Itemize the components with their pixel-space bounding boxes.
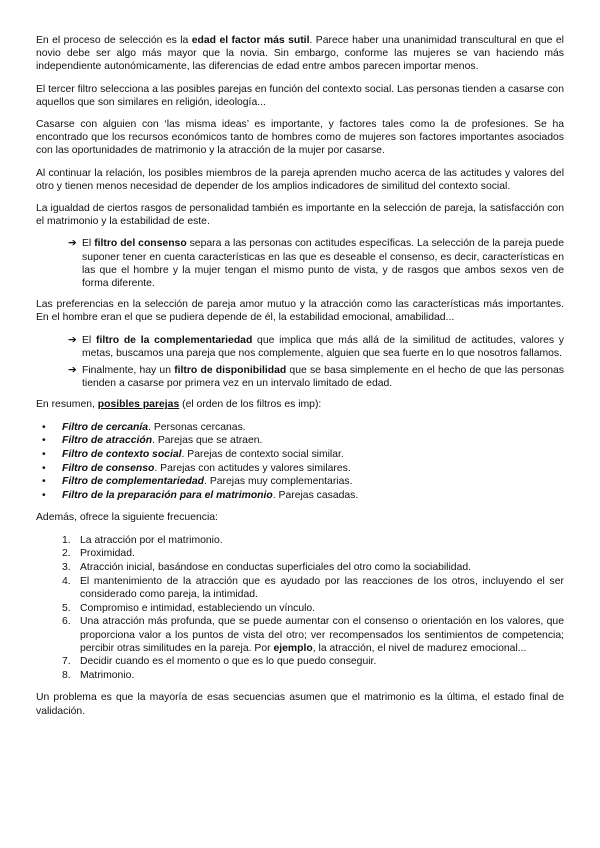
- item-number: 3.: [62, 562, 71, 573]
- arrow-item-consensus: [68, 237, 564, 290]
- arrow-list-consensus: [36, 237, 564, 290]
- bold-term-age: edad el factor más sutil: [191, 35, 310, 46]
- paragraph-sequence-intro: Además, ofrece la siguiente frecuencia:: [36, 512, 218, 524]
- text-run: En resumen,: [36, 399, 98, 411]
- bullet-icon: •: [42, 490, 46, 502]
- text-run: . Parece haber una unanimidad transcultural en que el novio debe ser algo más mayor que la novia. Sin embargo, conforme las mujeres se van haciendo más independiente autonómicamente, las diferencias de edad entre ambos parecen importar menos.: [36, 35, 564, 73]
- filter-item: [42, 448, 564, 461]
- arrow-item-availability: [68, 364, 564, 390]
- arrow-list-filters: [36, 334, 564, 391]
- sequence-item: [62, 534, 564, 547]
- item-number: 1.: [62, 534, 71, 546]
- filter-name: Filtro de atracción: [62, 435, 153, 447]
- text-run: En el proceso de selección es la: [36, 35, 192, 46]
- sequence-item: [62, 561, 564, 574]
- item-text: Proximidad.: [80, 548, 135, 560]
- text-run: separa a las personas con actitudes específicas. La selección de la pareja puede suponer tener en cuenta características en las que es deseable el consenso, es decir, características en las que el hombre y la mujer tengan el mismo punto de vista, y de rasgos que ambos sexos ven de forma diferente.: [82, 238, 564, 290]
- text-run: El: [82, 334, 96, 346]
- filter-name: Filtro de contexto social: [62, 449, 182, 461]
- text-run: (el orden de los filtros es imp):: [179, 399, 322, 411]
- text-run: que implica que más allá de la similitud de actitudes, valores y metas, buscamos una pareja que nos complemente, alguien que sea fuerte en lo que nosotros fallamos.: [82, 334, 564, 359]
- paragraph-preferences: Las preferencias en la selección de pareja amor mutuo y la atracción como las características más importantes. En el hombre eran el que se pudiera depende de él, la estabilidad emocional, amabilidad...: [36, 299, 564, 324]
- paragraph-age-factor: [36, 34, 564, 74]
- filter-item: [42, 475, 564, 488]
- arrow-right-icon: ➔: [68, 238, 77, 250]
- item-text: La atracción por el matrimonio.: [80, 534, 223, 546]
- arrow-item-complementarity: [68, 334, 564, 360]
- item-number: 5.: [62, 602, 71, 614]
- bullet-icon: •: [42, 476, 46, 488]
- arrow-right-icon: ➔: [68, 334, 77, 346]
- arrow-right-icon: ➔: [68, 365, 77, 377]
- filter-name: Filtro de cercanía: [62, 421, 149, 433]
- filter-desc: . Personas cercanas.: [148, 421, 246, 433]
- paragraph-ideas: Casarse con alguien con ‘las misma ideas’ es importante, y factores tales como la de profesiones. Se ha encontrado que los recursos económicos tanto de hombres como de mujeres son factores importantes asociados con las oportunidades de matrimonio y la atracción de la mujer por casarse.: [36, 119, 564, 157]
- item-text: Una atracción más profunda, que se puede aumentar con el consenso o orientación en los valores, que proporciona valor a los puntos de vista del otro; ver recompensados los sentimientos de competencia; percibir otras similitudes en la pareja. Por: [80, 616, 564, 654]
- filter-desc: . Parejas que se atraen.: [152, 435, 263, 447]
- item-number: 4.: [62, 575, 71, 587]
- sequence-item: [62, 655, 564, 668]
- filter-desc: . Parejas con actitudes y valores similares.: [154, 462, 351, 474]
- bullet-icon: •: [42, 435, 46, 447]
- bold-term-complementarity: filtro de la complementariedad: [96, 334, 253, 346]
- text-run: El: [82, 238, 95, 250]
- item-text: Decidir cuando es el momento o que es lo que puedo conseguir.: [80, 656, 377, 668]
- item-text: Atracción inicial, basándose en conductas superficiales del otro como la sociabilidad.: [80, 562, 472, 573]
- filter-desc: . Parejas casadas.: [272, 490, 359, 502]
- text-run: Finalmente, hay un: [82, 365, 175, 377]
- bullet-icon: •: [42, 421, 46, 433]
- filter-item: [42, 434, 564, 447]
- paragraph-summary: [36, 398, 564, 411]
- filter-name: Filtro de la preparación para el matrimonio: [62, 490, 273, 502]
- filter-name: Filtro de consenso: [62, 462, 155, 474]
- filter-item: [42, 489, 564, 502]
- item-text: Matrimonio.: [80, 670, 135, 682]
- underlined-term-possible-partners: posibles parejas: [97, 399, 180, 411]
- sequence-numbered-list: [36, 534, 564, 683]
- sequence-item: [62, 669, 564, 682]
- filter-desc: . Parejas muy complementarias.: [204, 476, 353, 488]
- paragraph-social-context: El tercer filtro selecciona a las posibles parejas en función del contexto social. Las personas tienden a casarse con aquellos que son similares en religión, ideología...: [36, 83, 564, 108]
- sequence-item: [62, 615, 564, 655]
- item-text: Compromiso e intimidad, estableciendo un vínculo.: [80, 602, 316, 614]
- bold-term-availability: filtro de disponibilidad: [174, 365, 287, 377]
- item-text: El mantenimiento de la atracción que es ayudado por las reacciones de los otros, incluyendo el ser considerado como pareja, la intimidad.: [80, 575, 564, 600]
- sequence-item: [62, 602, 564, 615]
- text-run: que se basa simplemente en el hecho de que las personas tienden a casarse por primera vez en un intervalo limitado de edad.: [82, 365, 564, 390]
- paragraph-conclusion: Un problema es que la mayoría de esas secuencias asumen que el matrimonio es la última, el estado final de validación.: [36, 692, 564, 717]
- paragraph-personality: La igualdad de ciertos rasgos de personalidad también es importante en la selección de pareja, la satisfacción con el matrimonio y la estabilidad de este.: [36, 203, 564, 228]
- filter-bullet-list: [36, 421, 564, 503]
- filter-name: Filtro de complementariedad: [62, 476, 205, 488]
- item-number: 7.: [62, 656, 71, 668]
- sequence-item: [62, 547, 564, 560]
- bullet-icon: •: [42, 449, 46, 461]
- item-number: 6.: [62, 616, 71, 628]
- bold-term-example: ejemplo: [273, 642, 313, 654]
- item-number: 8.: [62, 670, 71, 682]
- filter-item: [42, 462, 564, 475]
- filter-item: [42, 421, 564, 434]
- filter-desc: . Parejas de contexto social similar.: [181, 449, 344, 461]
- bullet-icon: •: [42, 462, 46, 474]
- bold-term-consensus: filtro del consenso: [94, 238, 187, 250]
- item-number: 2.: [62, 548, 71, 560]
- sequence-item: [62, 575, 564, 601]
- paragraph-relationship: Al continuar la relación, los posibles miembros de la pareja aprenden mucho acerca de las actitudes y valores del otro y tienen menos necesidad de depender de los amplios indicadores de similitud del contexto social.: [36, 167, 564, 192]
- item-text: , la atracción, el nivel de madurez emocional...: [312, 642, 527, 654]
